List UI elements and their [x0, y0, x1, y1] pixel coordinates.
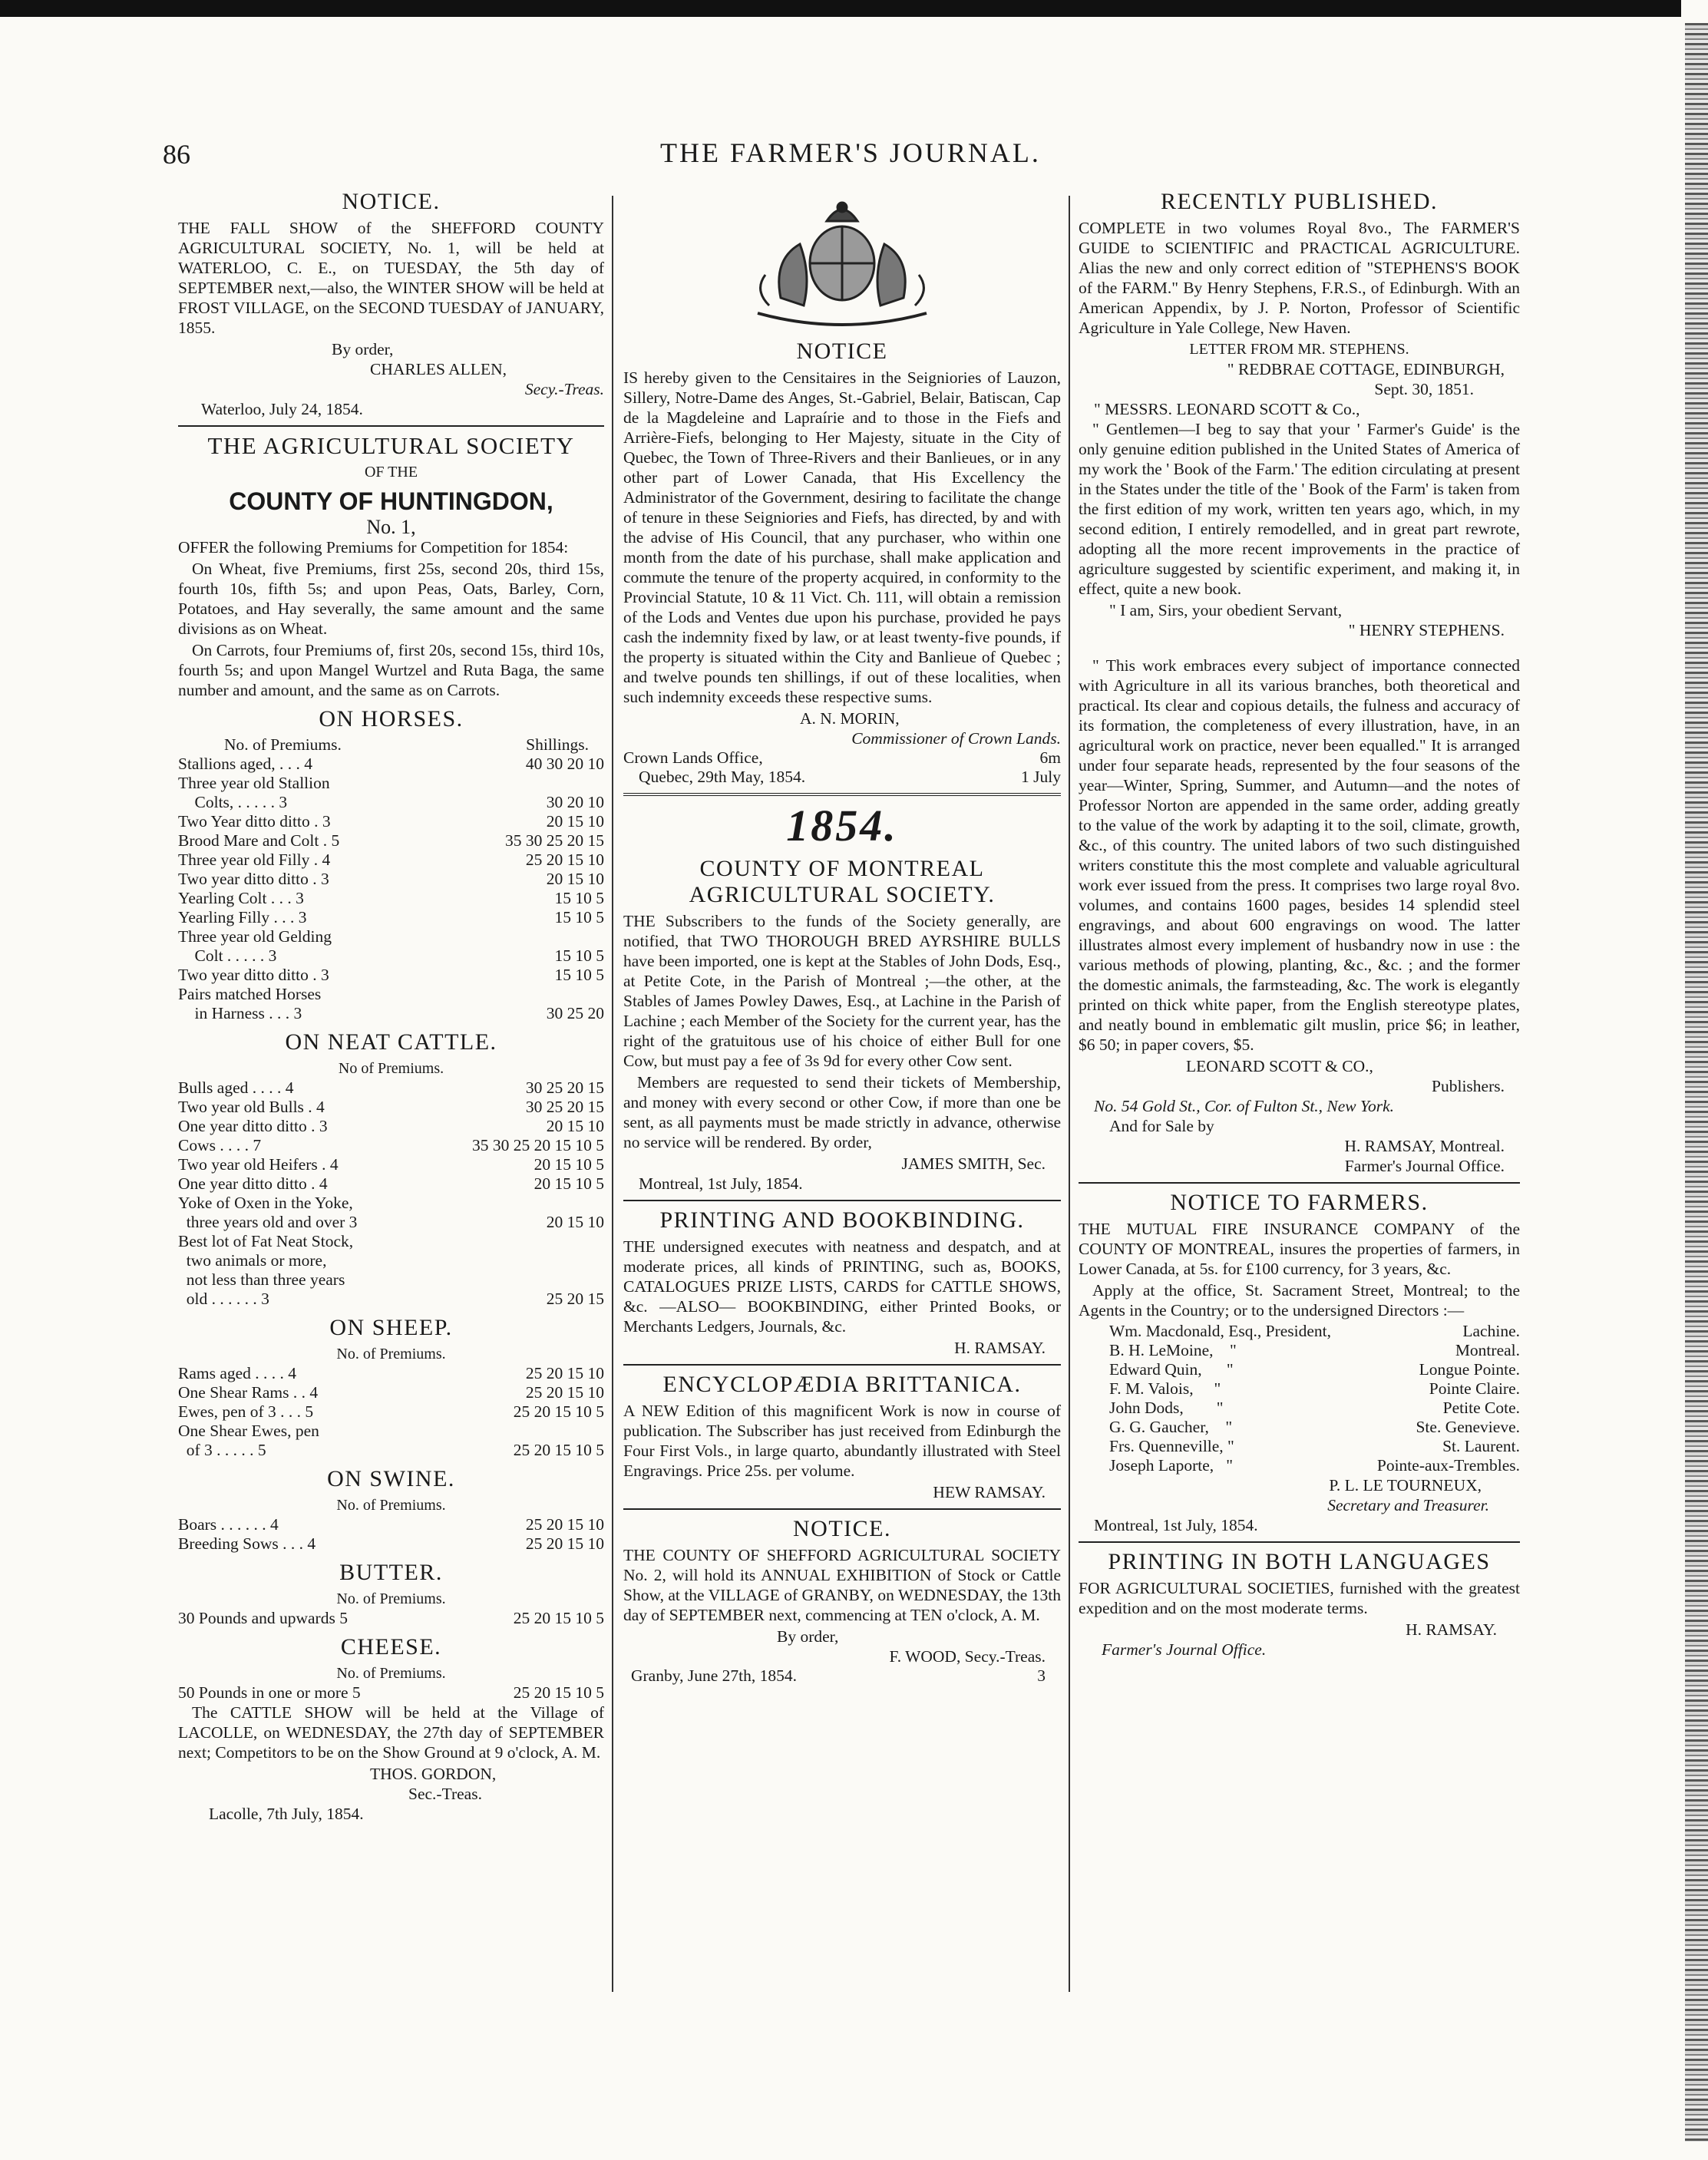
- seigniory-term1: 6m: [1039, 748, 1061, 767]
- recent-title: RECENTLY PUBLISHED.: [1160, 189, 1439, 214]
- seigniory-office: Crown Lands Office,: [623, 748, 763, 767]
- languages-office: Farmer's Journal Office.: [1102, 1640, 1267, 1659]
- encyclopaedia-title: ENCYCLOPÆDIA BRITTANICA.: [662, 1372, 1022, 1397]
- director-place: Pointe Claire.: [1429, 1379, 1520, 1398]
- column-3: [1079, 183, 1520, 1660]
- premium-label: Pairs matched Horses: [178, 985, 322, 1003]
- shefford-signer-title: Secy.-Treas.: [524, 380, 604, 398]
- horses-row: [178, 850, 604, 870]
- horses-row: [178, 831, 604, 850]
- premium-label: Breeding Sows . . . 4: [178, 1534, 316, 1553]
- horses-row: [178, 812, 604, 831]
- seigniory-place: Quebec, 29th May, 1854.: [639, 768, 806, 786]
- seigniory-place-row: [623, 768, 1061, 787]
- cattle-table: [178, 1078, 604, 1309]
- director-name: F. M. Valois, ": [1109, 1379, 1221, 1398]
- farmers-body: THE MUTUAL FIRE INSURANCE COMPANY of the COUNTY OF MONTREAL, insures the properties of farmers, in Lower Canada, at 5s. for £100 currency, for 3 years, &c.: [1079, 1220, 1520, 1278]
- letter-closing: " I am, Sirs, your obedient Servant,: [1109, 601, 1343, 619]
- premium-values: 20 15 10: [546, 1117, 604, 1135]
- premium-label: Two year ditto ditto . 3: [178, 870, 329, 888]
- cattle-row: [178, 1078, 604, 1098]
- director-row: [1079, 1322, 1520, 1341]
- sheep-sub: No. of Premiums.: [336, 1346, 446, 1362]
- montreal-signer: JAMES SMITH, Sec.: [901, 1154, 1046, 1173]
- cattle-row: [178, 1117, 604, 1136]
- director-row: [1079, 1379, 1520, 1399]
- farmers-apply: Apply at the office, St. Sacrament Street, Montreal; to the Agents in the Country; or to the undersigned Directors :—: [1079, 1281, 1520, 1319]
- column-rule-2: [1069, 196, 1070, 1992]
- sheep-row: [178, 1402, 604, 1422]
- publishers-word: Publishers.: [1432, 1077, 1505, 1095]
- cheese-vals: 25 20 15 10 5: [513, 1683, 604, 1702]
- swine-row: [178, 1515, 604, 1534]
- rule: [1079, 1541, 1520, 1543]
- cheese-label: 50 Pounds in one or more 5: [178, 1683, 361, 1702]
- shefford-signer: CHARLES ALLEN,: [370, 360, 507, 378]
- premium-label: Yearling Colt . . . 3: [178, 889, 304, 907]
- premium-label: of 3 . . . . . 5: [178, 1441, 266, 1459]
- premium-label: Stallions aged, . . . 4: [178, 755, 312, 773]
- premium-label: Best lot of Fat Neat Stock,: [178, 1232, 354, 1250]
- seigniory-notice-body: IS hereby given to the Censitaires in the Seigniories of Lauzon, Sillery, Notre-Dame des Anges, St.-Gabriel, Belair, Batiscan, Cap de la Magdeleine and Lapraírie and to those in the Fiefs and Arrière-Fiefs, belonging to Her Majesty, situate in the City of Quebec, the Town of Three-Rivers and their Banlieues, or in any other part of Lower Canada, that His Excellency the Administrator of the Government, desiring to facilitate the change of tenure in these Seigniories and Fiefs, has directed, by and with the advise of His Council, that any purchaser, who within one month from the date of his purchase, shall make application and commute the tenure of the property acquired, in conformity to the Provincial Statute, 10 & 11 Vict. Ch. 111, will obtain a remission of the Lods and Ventes due upon his purchase, provided he pays cash the indemnity fixed by law, or at least twenty-five pounds, if the property is situated within the City and Banlieue of Quebec ; and twelve pounds ten shillings, if out of these localities, when such indemnity exceeds these respective sums.: [623, 368, 1061, 706]
- seigniory-term2: 1 July: [1021, 768, 1061, 786]
- printing-body: THE undersigned executes with neatness and despatch, and at moderate prices, all kinds of PRINTING, such as, BOOKS, CATALOGUES PRIZE LISTS, CARDS for CATTLE SHOWS, &c. —ALSO— BOOKBINDING, either Printed Books, or Merchants Ledgers, Journals, &c.: [623, 1237, 1061, 1336]
- director-place: Pointe-aux-Trembles.: [1376, 1456, 1520, 1475]
- director-row: [1079, 1399, 1520, 1418]
- premium-label: Yoke of Oxen in the Yoke,: [178, 1194, 353, 1212]
- cattle-row: [178, 1136, 604, 1155]
- rule: [623, 793, 1061, 796]
- huntingdon-county: COUNTY OF HUNTINGDON,: [229, 487, 553, 515]
- seller: H. RAMSAY, Montreal.: [1344, 1137, 1505, 1155]
- director-place: Petite Cote.: [1442, 1399, 1520, 1417]
- huntingdon-p1: On Wheat, five Premiums, first 25s, second 20s, third 15s, fourth 10s, fifth 5s; and upon Peas, Oats, Barley, Corn, Potatoes, and Hay severally, the same amount and the same divisions as on Wheat.: [178, 560, 604, 638]
- running-head: THE FARMER'S JOURNAL.: [660, 137, 1041, 168]
- directors-list: [1079, 1322, 1520, 1475]
- premium-values: 25 20 15 10 5: [513, 1441, 604, 1459]
- director-row: [1079, 1437, 1520, 1456]
- premium-label: Three year old Gelding: [178, 927, 332, 946]
- seigniory-signer-title: Commissioner of Crown Lands.: [851, 729, 1061, 748]
- premium-values: 25 20 15: [546, 1290, 604, 1308]
- premium-label: three years old and over 3: [178, 1213, 358, 1231]
- sheep-table: [178, 1364, 604, 1460]
- horses-row: [178, 774, 604, 793]
- shefford-by-order: By order,: [332, 340, 394, 358]
- shefford2-place-date: Granby, June 27th, 1854.: [631, 1666, 797, 1685]
- huntingdon-of-the: OF THE: [364, 464, 418, 481]
- premium-label: Brood Mare and Colt . 5: [178, 831, 340, 850]
- swine-sub: No. of Premiums.: [336, 1497, 446, 1514]
- letter-head: LETTER FROM MR. STEPHENS.: [1189, 341, 1409, 358]
- rule: [623, 1364, 1061, 1366]
- farmers-signer: P. L. LE TOURNEUX,: [1329, 1476, 1482, 1494]
- cattle-sub: No of Premiums.: [338, 1060, 444, 1077]
- premium-values: 20 15 10: [546, 1213, 604, 1231]
- director-row: [1079, 1360, 1520, 1379]
- column-1: [178, 183, 604, 1824]
- premium-label: One Shear Rams . . 4: [178, 1383, 319, 1402]
- rule: [178, 425, 604, 427]
- premium-values: 30 25 20 15: [525, 1098, 604, 1116]
- butter-vals: 25 20 15 10 5: [513, 1609, 604, 1627]
- premium-label: One year ditto ditto . 3: [178, 1117, 328, 1135]
- premium-label: Yearling Filly . . . 3: [178, 908, 307, 926]
- printing-title: PRINTING AND BOOKBINDING.: [659, 1207, 1025, 1233]
- farmers-title: NOTICE TO FARMERS.: [1170, 1190, 1429, 1215]
- huntingdon-place-date: Lacolle, 7th July, 1854.: [209, 1805, 364, 1823]
- sheep-row: [178, 1364, 604, 1383]
- director-name: Joseph Laporte, ": [1109, 1456, 1234, 1475]
- column-2: [623, 183, 1061, 1686]
- director-name: Frs. Quenneville, ": [1109, 1437, 1234, 1455]
- page-edge-scan-strip: [1685, 23, 1708, 2142]
- publisher-address: No. 54 Gold St., Cor. of Fulton St., New York.: [1094, 1097, 1395, 1115]
- premium-values: 20 15 10: [546, 870, 604, 888]
- shefford2-body: THE COUNTY OF SHEFFORD AGRICULTURAL SOCIETY No. 2, will hold its ANNUAL EXHIBITION of Stock or Cattle Show, at the VILLAGE of GRANBY, on WEDNESDAY, the 13th day of SEPTEMBER next, commencing at TEN o'clock, A. M.: [623, 1546, 1061, 1624]
- horses-row: [178, 946, 604, 966]
- horses-row: [178, 908, 604, 927]
- premium-values: 25 20 15 10: [525, 1515, 604, 1534]
- horses-table: [178, 755, 604, 1023]
- horses-column-headers: [178, 735, 604, 755]
- languages-title: PRINTING IN BOTH LANGUAGES: [1108, 1549, 1491, 1574]
- publisher: LEONARD SCOTT & CO.,: [1186, 1057, 1373, 1075]
- huntingdon-intro: OFFER the following Premiums for Competition for 1854:: [178, 538, 569, 557]
- premium-values: 20 15 10 5: [534, 1174, 604, 1193]
- director-place: Ste. Genevieve.: [1416, 1418, 1520, 1436]
- premium-label: One year ditto ditto . 4: [178, 1174, 328, 1193]
- premium-label: old . . . . . . 3: [178, 1290, 269, 1308]
- shefford-place-date: Waterloo, July 24, 1854.: [201, 400, 363, 418]
- sheep-row: [178, 1441, 604, 1460]
- director-name: G. G. Gaucher, ": [1109, 1418, 1233, 1436]
- director-place: St. Laurent.: [1442, 1437, 1520, 1455]
- sheep-row: [178, 1422, 604, 1441]
- premium-values: 15 10 5: [554, 889, 604, 907]
- premium-label: Two year ditto ditto . 3: [178, 966, 329, 984]
- cheese-row: [178, 1683, 604, 1703]
- director-place: Montreal.: [1455, 1341, 1520, 1359]
- seller-office: Farmer's Journal Office.: [1344, 1157, 1505, 1175]
- encyclopaedia-signer: HEW RAMSAY.: [933, 1483, 1046, 1501]
- premium-label: Three year old Stallion: [178, 774, 330, 792]
- director-place: Longue Pointe.: [1419, 1360, 1520, 1379]
- shefford-notice-body: THE FALL SHOW of the SHEFFORD COUNTY AGRICULTURAL SOCIETY, No. 1, will be held at WATERLOO, C. E., on TUESDAY, the 5th day of SEPTEMBER next,—also, the WINTER SHOW will be held at FROST VILLAGE, on the SECOND TUESDAY of JANUARY, 1855.: [178, 219, 604, 337]
- farmers-signer-title: Secretary and Treasurer.: [1327, 1496, 1489, 1514]
- letter-address: " REDBRAE COTTAGE, EDINBURGH,: [1227, 360, 1505, 378]
- cattle-row: [178, 1174, 604, 1194]
- premium-values: 35 30 25 20 15 10 5: [472, 1136, 604, 1154]
- butter-label: 30 Pounds and upwards 5: [178, 1609, 348, 1627]
- montreal-p2: Members are requested to send their tickets of Membership, and money with every second or other Cow, if more than one be sent, as all payments must be made strictly in advance, otherwise no service will be rendered. By order,: [623, 1073, 1061, 1151]
- premium-values: 40 30 20 10: [525, 755, 604, 773]
- premium-label: Colts, . . . . . 3: [178, 793, 288, 811]
- on-horses-head: ON HORSES.: [319, 706, 464, 732]
- montreal-p1: THE Subscribers to the funds of the Society generally, are notified, that TWO THOROUGH BRED AYRSHIRE BULLS have been imported, one is kept at the Stables of John Dods, Esq., at Petite Cote, in the Parish of Montreal ;—the other, at the Stables of James Powley Dawes, Esq., at Lachine in the Parish of Lachine ; each Member of the Society for the current year, has the right of the gratuitous use of his choice of either Bull for one Cow, but must pay a fee of 3s 9d for every other Cow sent.: [623, 912, 1061, 1070]
- director-name: Edward Quin, ": [1109, 1360, 1234, 1379]
- premium-values: 15 10 5: [554, 966, 604, 984]
- director-name: B. H. LeMoine, ": [1109, 1341, 1237, 1359]
- horses-row: [178, 927, 604, 946]
- director-name: John Dods, ": [1109, 1399, 1224, 1417]
- horses-row: [178, 889, 604, 908]
- cattle-row: [178, 1270, 604, 1290]
- director-row: [1079, 1456, 1520, 1475]
- rule: [623, 1200, 1061, 1201]
- cattle-row: [178, 1194, 604, 1213]
- shefford2-signer: F. WOOD, Secy.-Treas.: [889, 1647, 1046, 1666]
- premium-values: 30 25 20: [546, 1004, 604, 1022]
- montreal-place-date: Montreal, 1st July, 1854.: [639, 1174, 803, 1193]
- premium-label: Two year old Bulls . 4: [178, 1098, 325, 1116]
- cattle-row: [178, 1098, 604, 1117]
- director-row: [1079, 1341, 1520, 1360]
- premium-label: Two year old Heifers . 4: [178, 1155, 339, 1174]
- montreal-title: COUNTY OF MONTREAL AGRICULTURAL SOCIETY.: [689, 856, 996, 907]
- seigniory-office-row: [623, 748, 1061, 768]
- languages-signer: H. RAMSAY.: [1406, 1620, 1497, 1639]
- cattle-row: [178, 1213, 604, 1232]
- horses-row: [178, 1004, 604, 1023]
- letter-date: Sept. 30, 1851.: [1374, 380, 1474, 398]
- director-row: [1079, 1418, 1520, 1437]
- recent-body: COMPLETE in two volumes Royal 8vo., The FARMER'S GUIDE to SCIENTIFIC and PRACTICAL AGRICULTURE. Alias the new and only correct edition of "STEPHENS'S BOOK of the FARM." By Henry Stephens, F.R.S., of Edinburgh. With an American Appendix, by J. P. Norton, Professor of Scientific Agriculture in Yale College, New Haven.: [1079, 219, 1520, 337]
- cattle-row: [178, 1251, 604, 1270]
- premium-values: 30 20 10: [546, 793, 604, 811]
- horses-col-shillings: Shillings.: [526, 735, 589, 754]
- premium-values: 25 20 15 10: [525, 1383, 604, 1402]
- huntingdon-title: THE AGRICULTURAL SOCIETY: [207, 432, 575, 459]
- horses-row: [178, 870, 604, 889]
- seigniory-signer: A. N. MORIN,: [800, 709, 900, 728]
- huntingdon-no: No. 1,: [366, 516, 416, 538]
- page-number: 86: [163, 139, 190, 170]
- premium-label: Boars . . . . . . 4: [178, 1515, 279, 1534]
- huntingdon-p2: On Carrots, four Premiums of, first 20s, second 15s, third 10s, fourth 5s; and upon Mangel Wurtzel and Ruta Baga, the same number and amount, and the same as on Carrots.: [178, 641, 604, 699]
- premium-label: One Shear Ewes, pen: [178, 1422, 319, 1440]
- premium-values: 25 20 15 10: [525, 1534, 604, 1553]
- letter-body: " Gentlemen—I beg to say that your ' Farmer's Guide' is the only genuine edition published in the United States of America of my work the ' Book of the Farm.' The edition circulating at present in the States under the title of the ' Book of the Farm' is taken from the first edition of my work, written ten years ago, which, in my second edition, I entirely remodelled, and in great part rewrote, adopting all the more recent improvements in the practice of agriculture suggested by scientific experiment, and making it, in effect, quite a new book.: [1079, 420, 1520, 598]
- premium-label: in Harness . . . 3: [178, 1004, 302, 1022]
- horses-row: [178, 793, 604, 812]
- premium-label: Rams aged . . . . 4: [178, 1364, 297, 1382]
- printing-signer: H. RAMSAY.: [954, 1339, 1046, 1357]
- premium-label: not less than three years: [178, 1270, 345, 1289]
- premium-values: 25 20 15 10: [525, 850, 604, 869]
- huntingdon-signer: THOS. GORDON,: [370, 1765, 497, 1783]
- premium-values: 20 15 10 5: [534, 1155, 604, 1174]
- royal-coat-of-arms-icon: [727, 190, 957, 332]
- cattle-row: [178, 1155, 604, 1174]
- languages-body: FOR AGRICULTURAL SOCIETIES, furnished with the greatest expedition and on the most moderate terms.: [1079, 1579, 1520, 1617]
- rule: [1079, 1182, 1520, 1184]
- premium-label: Bulls aged . . . . 4: [178, 1078, 294, 1097]
- director-place: Lachine.: [1462, 1322, 1520, 1340]
- sheep-row: [178, 1383, 604, 1402]
- shefford2-mark: 3: [1037, 1666, 1046, 1685]
- butter-head: BUTTER.: [339, 1560, 443, 1585]
- shefford2-by-order: By order,: [777, 1627, 839, 1646]
- on-cattle-head: ON NEAT CATTLE.: [285, 1029, 497, 1055]
- shefford-notice-title: NOTICE.: [342, 189, 441, 214]
- premium-values: 20 15 10: [546, 812, 604, 831]
- premium-label: Ewes, pen of 3 . . . 5: [178, 1402, 314, 1421]
- huntingdon-signer-title: Sec.-Treas.: [408, 1785, 482, 1803]
- montreal-year: 1854.: [786, 801, 898, 850]
- cattle-row: [178, 1232, 604, 1251]
- horses-col-premiums: No. of Premiums.: [224, 735, 342, 754]
- cattle-show-text: The CATTLE SHOW will be held at the Village of LACOLLE, on WEDNESDAY, the 27th day of SEPTEMBER next; Competitors to be on the Show Ground at 9 o'clock, A. M.: [178, 1703, 604, 1762]
- premium-values: 25 20 15 10: [525, 1364, 604, 1382]
- swine-table: [178, 1515, 604, 1554]
- letter-signature: " HENRY STEPHENS.: [1348, 621, 1505, 639]
- swine-row: [178, 1534, 604, 1554]
- letter-salutation: " MESSRS. LEONARD SCOTT & Co.,: [1094, 400, 1360, 418]
- shefford2-title: NOTICE.: [793, 1516, 891, 1541]
- horses-row: [178, 966, 604, 985]
- premium-values: 25 20 15 10 5: [513, 1402, 604, 1421]
- premium-label: Three year old Filly . 4: [178, 850, 331, 869]
- premium-label: Two Year ditto ditto . 3: [178, 812, 331, 831]
- top-border-rule: [0, 0, 1681, 17]
- seigniory-notice-title: NOTICE: [796, 339, 888, 364]
- premium-values: 15 10 5: [554, 946, 604, 965]
- premium-values: 30 25 20 15: [525, 1078, 604, 1097]
- premium-label: Colt . . . . . 3: [178, 946, 277, 965]
- cheese-sub: No. of Premiums.: [336, 1665, 446, 1682]
- encyclopaedia-body: A NEW Edition of this magnificent Work is now in course of publication. The Subscriber has just received from Edinburgh the Four First Vols., in large quarto, abundantly illustrated with Steel Engravings. Price 25s. per volume.: [623, 1402, 1061, 1480]
- for-sale-by: And for Sale by: [1109, 1117, 1214, 1135]
- premium-values: 35 30 25 20 15: [505, 831, 604, 850]
- review-body: " This work embraces every subject of importance connected with Agriculture in all its various branches, both theoretical and practical. Its clear and copious details, the fulness and accuracy of its formation, the completeness of every illustration, have, in an agricultural work on practice, never been equalled." It is arranged under four separate heads, represented by the four seasons of the year—Winter, Spring, Summer, and Autumn—and the notes of Professor Norton are appended in the same order, adding greatly to the value of the work by adapting it to the soil, climate, growth, &c., of this country. The united labors of two such distinguished writers constitute this the most complete and valuable agricultural work ever issued from the press. It comprises two large royal 8vo. volumes, and contains 1600 pages, besides 14 splendid steel engravings, and about 600 engravings on wood. The latter illustrates almost every implement of husbandry now in use : the various methods of plowing, planting, &c., &c. ; and the former the domestic animals, the farmsteading, &c. The work is elegantly printed on thick white paper, from the English stereotype plates, and neatly bound in emblematic gilt muslin, price $6; in leather, $6 50; in paper covers, $5.: [1079, 656, 1520, 1054]
- horses-row: [178, 985, 604, 1004]
- butter-sub: No. of Premiums.: [336, 1590, 446, 1607]
- shefford2-footer-row: [623, 1666, 1061, 1686]
- director-name: Wm. Macdonald, Esq., President,: [1109, 1322, 1332, 1340]
- horses-row: [178, 755, 604, 774]
- cattle-row: [178, 1290, 604, 1309]
- column-rule-1: [612, 196, 613, 1992]
- cheese-head: CHEESE.: [340, 1634, 442, 1660]
- premium-label: two animals or more,: [178, 1251, 327, 1270]
- premium-label: Cows . . . . 7: [178, 1136, 262, 1154]
- premium-values: 15 10 5: [554, 908, 604, 926]
- rule: [623, 1508, 1061, 1510]
- farmers-place-date: Montreal, 1st July, 1854.: [1094, 1516, 1258, 1534]
- butter-row: [178, 1609, 604, 1628]
- on-sheep-head: ON SHEEP.: [329, 1315, 453, 1340]
- on-swine-head: ON SWINE.: [327, 1466, 455, 1491]
